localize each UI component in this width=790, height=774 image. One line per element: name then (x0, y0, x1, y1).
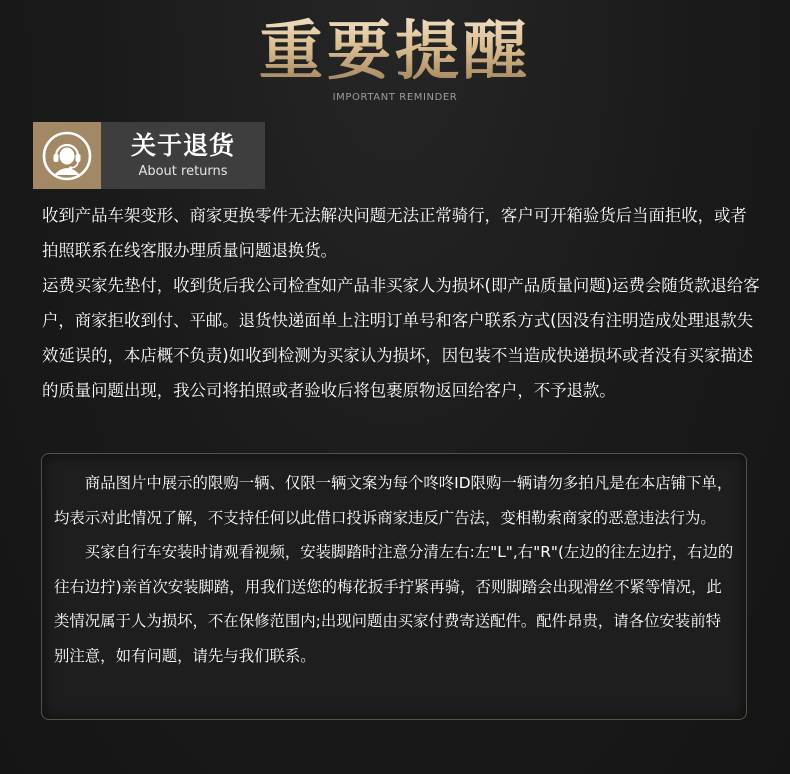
page-title: 重要提醒 (0, 14, 790, 90)
notice-paragraph-2: 买家自行车安装时请观看视频，安装脚踏时注意分清左右:左"L",右"R"(左边的往左边拧，右边的往右边拧)亲首次安装脚踏，用我们送您的梅花扳手拧紧再骑，否则脚踏会出现滑丝不紧等情况，此类情况属于人为损坏，不在保修范围内;出现问题由买家付费寄送配件。配件昂贵，请各位安装前特别注意，如有问题，请先与我们联系。 (54, 543, 734, 665)
section-icon-box (33, 122, 101, 189)
notice-paragraph-1: 商品图片中展示的限购一辆、仅限一辆文案为每个咚咚ID限购一辆请勿多拍凡是在本店铺下单，均表示对此情况了解，不支持任何以此借口投诉商家违反广告法，变相勒索商家的恶意违法行为。 (54, 474, 733, 527)
returns-policy-text (42, 198, 762, 408)
policy-paragraph-2: 运费买家先垫付，收到货后我公司检查如产品非买家人为损坏(即产品质量问题)运费会随货款退给客户，商家拒收到付、平邮。退货快递面单上注明订单号和客户联系方式(因没有注明造成处理退款失效延误的，本店概不负责)如收到检测为买家认为损坏，因包装不当造成快递损坏或者没有买家描述的质量问题出现，我公司将拍照或者验收后将包裹原物返回给客户，不予退款。 (42, 276, 760, 400)
customer-service-icon (41, 130, 93, 182)
section-header-returns (33, 122, 265, 189)
section-title: 关于退货 (130, 130, 235, 160)
section-label-box (101, 122, 265, 189)
section-subtitle: About returns (138, 163, 228, 179)
policy-paragraph-1: 收到产品车架变形、商家更换零件无法解决问题无法正常骑行，客户可开箱验货后当面拒收，或者拍照联系在线客服办理质量问题退换货。 (42, 206, 747, 260)
page-subtitle: IMPORTANT REMINDER (332, 92, 458, 103)
notice-text (54, 466, 736, 673)
notice-box (41, 453, 747, 720)
